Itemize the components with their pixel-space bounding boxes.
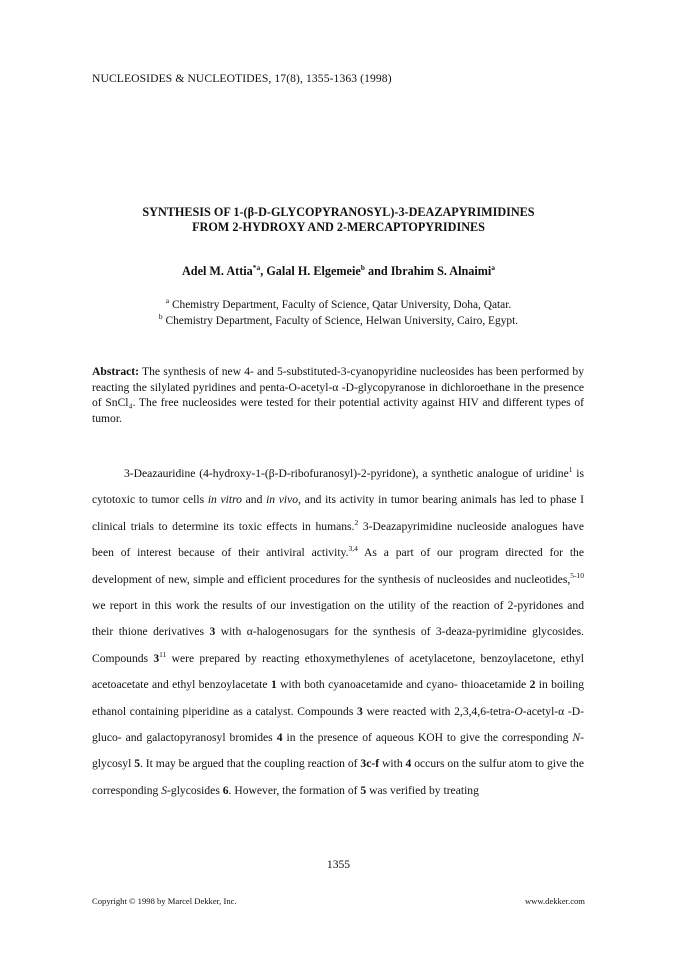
- affiliation-text: Chemistry Department, Faculty of Science, Helwan University, Cairo, Egypt.: [162, 315, 519, 327]
- text-run: with: [379, 757, 406, 771]
- text-run: was verified by treating: [366, 783, 479, 797]
- affiliation-text: Chemistry Department, Faculty of Science, Qatar University, Doha, Qatar.: [169, 299, 512, 311]
- text-run: were prepared by reacting ethoxymethylenes of acetylacetone, benzoylacetone, ethyl acetoacetate and ethyl benzoylacetate: [92, 651, 584, 692]
- affiliation-mark: a: [165, 296, 170, 306]
- affiliation-a: [60, 297, 617, 313]
- text-run: -glycosyl: [92, 731, 584, 771]
- citation: 3,4: [348, 544, 358, 554]
- affiliation-mark: b: [158, 312, 163, 322]
- text-run: and: [241, 493, 267, 507]
- author-separator: and: [364, 264, 391, 278]
- text-run: we report in this work the results of our investigation on the utility of the reaction of 2-pyridones and their thione derivatives: [92, 599, 584, 639]
- text-run: , and its activity in tumor bearing animals has led to phase I clinical trials to determine its toxic effects in humans.: [92, 493, 584, 533]
- abstract: [92, 364, 584, 426]
- publisher-website: www.dekker.com: [524, 896, 585, 906]
- italic-term: S: [161, 783, 168, 797]
- author-list: [60, 264, 617, 279]
- citation: 11: [159, 649, 167, 659]
- compound-number: 1: [270, 678, 277, 692]
- paper-title: [60, 205, 617, 235]
- text-run: 3-Deazauridine (4-hydroxy-1-(β-D-ribofuranosyl)-2-pyridone), a synthetic analogue of uridine: [124, 467, 569, 480]
- compound-number: 4: [276, 731, 283, 745]
- italic-term: O: [514, 704, 523, 718]
- author-affiliation-mark: *a: [252, 262, 261, 272]
- abstract-label: Abstract:: [92, 365, 140, 378]
- italic-term: in vitro: [207, 493, 242, 507]
- title-line-1: SYNTHESIS OF 1-(β-D-GLYCOPYRANOSYL)-3-DEAZAPYRIMIDINES: [142, 205, 535, 219]
- italic-term: N: [572, 731, 581, 745]
- text-run: were reacted with 2,3,4,6-tetra-: [362, 704, 515, 718]
- compound-number: 3c-f: [360, 757, 380, 771]
- compound-number: 2: [529, 678, 536, 692]
- compound-number: 3: [209, 625, 216, 639]
- text-run: with both cyanoacetamide and cyano- thioacetamide: [276, 678, 530, 692]
- author-name: Galal H. Elgemeie: [266, 264, 361, 278]
- body-text: [92, 461, 584, 804]
- page-number: 1355: [326, 858, 351, 871]
- journal-header: NUCLEOSIDES & NUCLEOTIDES, 17(8), 1355-1363 (1998): [92, 72, 392, 85]
- copyright-notice: Copyright © 1998 by Marcel Dekker, Inc.: [92, 896, 237, 906]
- title-line-2: FROM 2-HYDROXY AND 2-MERCAPTOPYRIDINES: [192, 220, 485, 234]
- affiliations: [60, 297, 617, 329]
- author-affiliation-mark: b: [360, 262, 365, 272]
- text-run: . It may be argued that the coupling reaction of: [140, 757, 361, 771]
- text-run: is cytotoxic to tumor cells: [92, 467, 584, 507]
- text-run: . However, the formation of: [228, 783, 361, 797]
- text-run: 3-Deazapyrimidine nucleoside analogues have been of interest because of their antiviral activity.: [92, 519, 584, 560]
- text-run: in the presence of aqueous KOH to give the corresponding: [282, 731, 573, 745]
- text-run: with α-halogenosugars for the synthesis of 3-deaza-pyrimidine glycosides. Compounds: [92, 625, 584, 665]
- compound-number: 3: [357, 704, 363, 718]
- text-run: As a part of our program directed for the development of new, simple and efficient procedures for the synthesis of nucleosides and nucleotides,: [92, 546, 584, 586]
- affiliation-b: [60, 313, 617, 329]
- author-name: Adel M. Attia: [181, 264, 253, 278]
- author-name: Ibrahim S. Alnaimi: [390, 264, 492, 278]
- compound-number: 3: [153, 651, 160, 665]
- body-paragraph: [92, 461, 584, 804]
- abstract-text: The synthesis of new 4- and 5-substituted-3-cyanopyridine nucleosides has been performed by reacting the silylated pyridines and penta-O-acetyl-α -D-glycopyranose in dichloroethane in the presence of SnCl₄. The free nucleosides were tested for their potential activity against HIV and different types of tumor.: [92, 365, 584, 425]
- text-run: -acetyl-α -D-gluco- and galactopyranosyl bromides: [92, 704, 585, 745]
- author-affiliation-mark: a: [491, 262, 496, 272]
- text-run: in boiling ethanol containing piperidine as a catalyst. Compounds: [92, 678, 584, 718]
- author-separator: ,: [260, 264, 267, 278]
- compound-number: 4: [405, 757, 412, 771]
- compound-number: 6: [222, 783, 229, 797]
- text-run: occurs on the sulfur atom to give the corresponding: [92, 757, 584, 797]
- citation: 1: [568, 465, 573, 475]
- citation: 2: [354, 517, 359, 527]
- compound-number: 5: [134, 757, 140, 771]
- text-run: -glycosides: [167, 783, 223, 797]
- citation: 5-10: [570, 570, 584, 580]
- italic-term: in vivo: [266, 493, 299, 507]
- compound-number: 5: [360, 783, 367, 797]
